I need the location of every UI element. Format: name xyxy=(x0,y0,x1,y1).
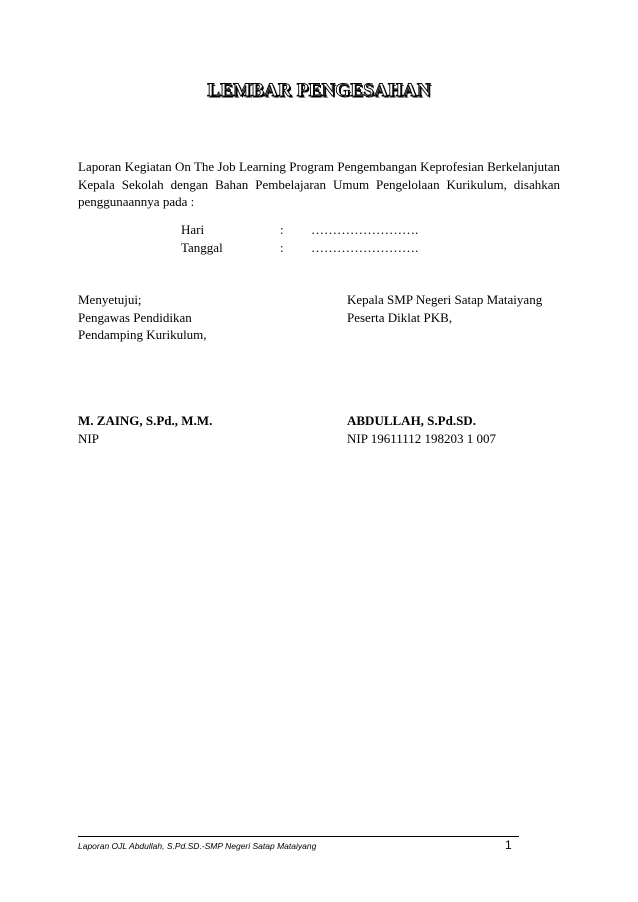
signatory-line: Pendamping Kurikulum, xyxy=(78,327,207,342)
signatory-nip: NIP 19611112 198203 1 007 xyxy=(347,430,497,446)
field-label: Hari xyxy=(181,222,205,237)
field-tanggal xyxy=(181,240,481,258)
paragraph-line: penggunaannya pada : xyxy=(78,194,195,209)
footer-text: Laporan OJL Abdullah, S.Pd.SD.-SMP Negeri Satap Mataiyang xyxy=(78,841,317,851)
signatory-line: Peserta Diklat PKB, xyxy=(347,309,453,325)
page-number: 1 xyxy=(505,838,512,852)
right-signatory-name-block xyxy=(347,412,496,447)
signatory-line: Menyetujui; xyxy=(78,292,142,307)
right-signatory-heading xyxy=(347,291,542,326)
paragraph-line: Laporan Kegiatan On The Job Learning Program Pengembangan Keprofesian Berkelanjutan xyxy=(78,159,560,174)
field-colon: : xyxy=(280,222,284,237)
field-value: ……………………. xyxy=(311,240,419,255)
page-title: LEMBAR PENGESAHAN xyxy=(207,80,431,101)
field-hari xyxy=(181,222,481,240)
field-label: Tanggal xyxy=(181,240,223,255)
signatory-line: Kepala SMP Negeri Satap Mataiyang xyxy=(347,292,543,307)
left-signatory-name-block xyxy=(78,412,212,447)
left-signatory-heading xyxy=(78,291,207,344)
signatory-nip: NIP xyxy=(78,430,99,446)
approval-paragraph xyxy=(78,158,560,211)
field-value: ……………………. xyxy=(311,222,419,237)
paragraph-line: Kepala Sekolah dengan Bahan Pembelajaran Umum Pengelolaan Kurikulum, disahkan xyxy=(78,176,560,192)
footer-divider xyxy=(78,836,519,837)
signatory-name: ABDULLAH, S.Pd.SD. xyxy=(347,413,476,428)
field-colon: : xyxy=(280,240,284,255)
signatory-name: M. ZAING, S.Pd., M.M. xyxy=(78,413,213,428)
signatory-line: Pengawas Pendidikan xyxy=(78,309,192,325)
